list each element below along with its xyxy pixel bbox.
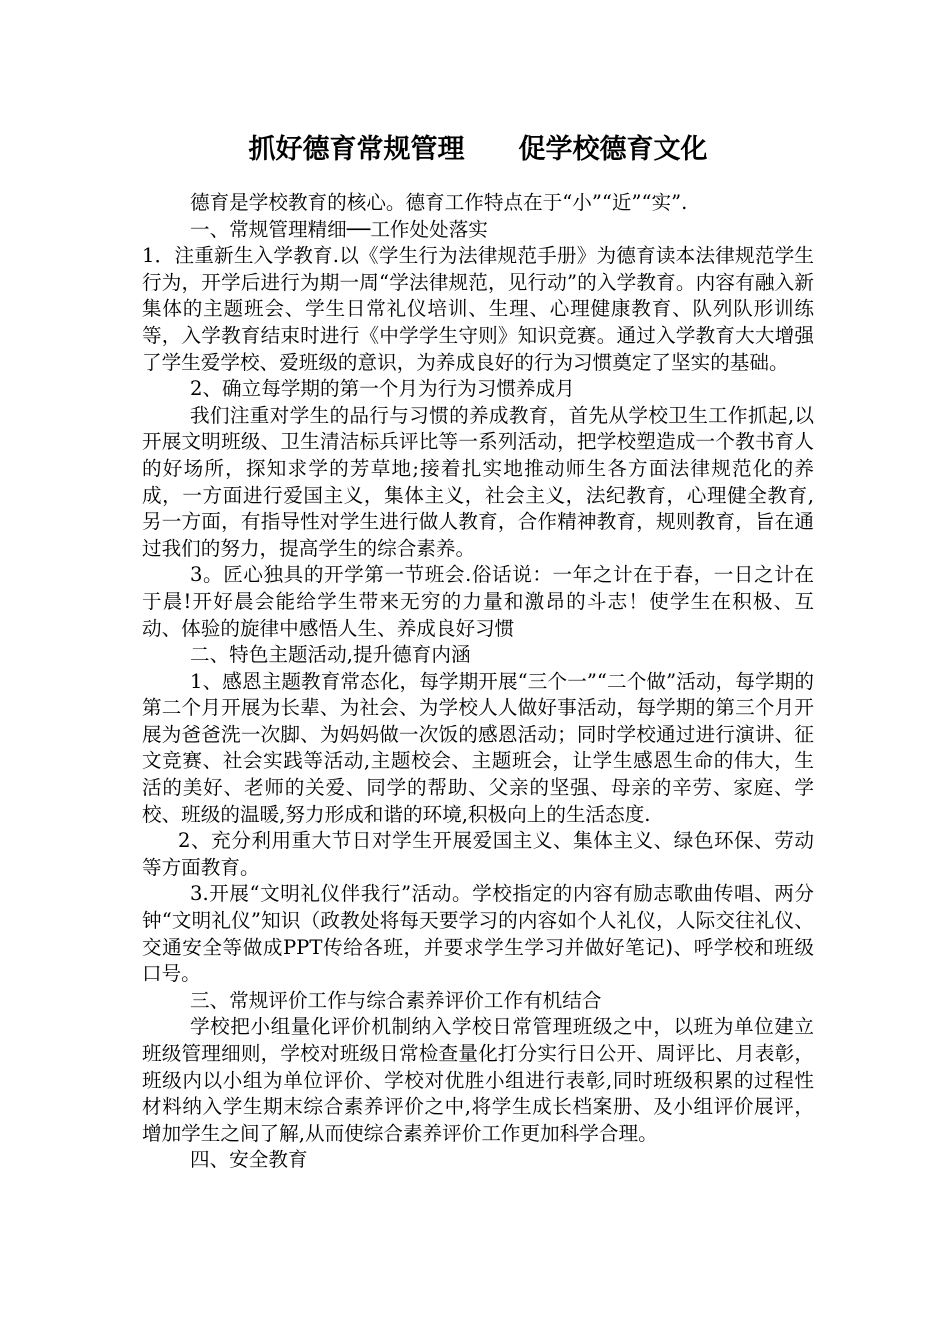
paragraph-new-student-education: 1．注重新生入学教育.以《学生行为法律规范手册》为德育读本法律规范学生行为，开学后进行为期一周“学法律规范，见行动”的入学教育。内容有融入新集体的主题班会、学生日常礼仪培训、生理、心理健康教育、队列队形训练等，入学教育结束时进行《中学学生守则》知识竞赛。通过入学教育大大增强了学生爱学校、爱班级的意识，为养成良好的行为习惯奠定了坚实的基础。	[142, 244, 814, 374]
section-heading-3: 三、常规评价工作与综合素养评价工作有机结合	[190, 988, 602, 1012]
paragraph-holiday-education: 2、充分利用重大节日对学生开展爱国主义、集体主义、绿色环保、劳动等方面教育。	[142, 829, 814, 879]
section-heading-2: 二、特色主题活动,提升德育内涵	[190, 643, 471, 667]
paragraph-gratitude-education: 1、感恩主题教育常态化，每学期开展“三个一”“二个做”活动，每学期的第二个月开展为长辈、为社会、为学校人人做好事活动，每学期的第三个月开展为爸爸洗一次脚、为妈妈做一次饭的感恩活动；同时学校通过进行演讲、征文竞赛、社会实践等活动,主题校会、主题班会，让学生感恩生命的伟大，生活的美好、老师的关爱、同学的帮助、父亲的坚强、母亲的辛劳、家庭、学校、班级的温暖,努力形成和谐的环境,积极向上的生活态度.	[142, 669, 814, 826]
paragraph-etiquette-activity: 3.开展“文明礼仪伴我行”活动。学校指定的内容有励志歌曲传唱、两分钟“文明礼仪”知识（政教处将每天要学习的内容如个人礼仪，人际交往礼仪、交通安全等做成PPT传给各班，并要求学生学习并做好笔记)、呼学校和班级口号。	[142, 882, 814, 986]
paragraph-habit-education: 我们注重对学生的品行与习惯的养成教育，首先从学校卫生工作抓起,以开展文明班级、卫生清洁标兵评比等一系列活动，把学校塑造成一个教书育人的好场所，探知求学的芳草地;接着扎实地推动师生各方面法律规范化的养成，一方面进行爱国主义，集体主义，社会主义，法纪教育，心理健全教育,另一方面，有指导性对学生进行做人教育，合作精神教育，规则教育，旨在通过我们的努力，提高学生的综合素养。	[142, 403, 814, 560]
paragraph-evaluation: 学校把小组量化评价机制纳入学校日常管理班级之中，以班为单位建立班级管理细则，学校对班级日常检查量化打分实行日公开、周评比、月表彰，班级内以小组为单位评价、学校对优胜小组进行表彰,同时班级积累的过程性材料纳入学生期末综合素养评价之中,将学生成长档案册、及小组评价展评，增加学生之间了解,从而使综合素养评价工作更加科学合理。	[142, 1015, 814, 1145]
document-page	[142, 130, 814, 1174]
paragraph-first-class-meeting: 3。匠心独具的开学第一节班会.俗话说：一年之计在于春，一日之计在于晨!开好晨会能给学生带来无穷的力量和激昂的斗志！使学生在积极、互动、体验的旋律中感悟人生、养成良好习惯	[142, 563, 814, 640]
section-heading-1: 一、常规管理精细──工作处处落实	[190, 217, 488, 241]
intro-paragraph: 德育是学校教育的核心。德育工作特点在于“小”“近”“实”.	[190, 191, 688, 214]
subheading-habit-month: 2、确立每学期的第一个月为行为习惯养成月	[190, 377, 575, 401]
document-title: 抓好德育常规管理 促学校德育文化	[248, 134, 708, 165]
section-heading-4: 四、安全教育	[190, 1148, 308, 1172]
